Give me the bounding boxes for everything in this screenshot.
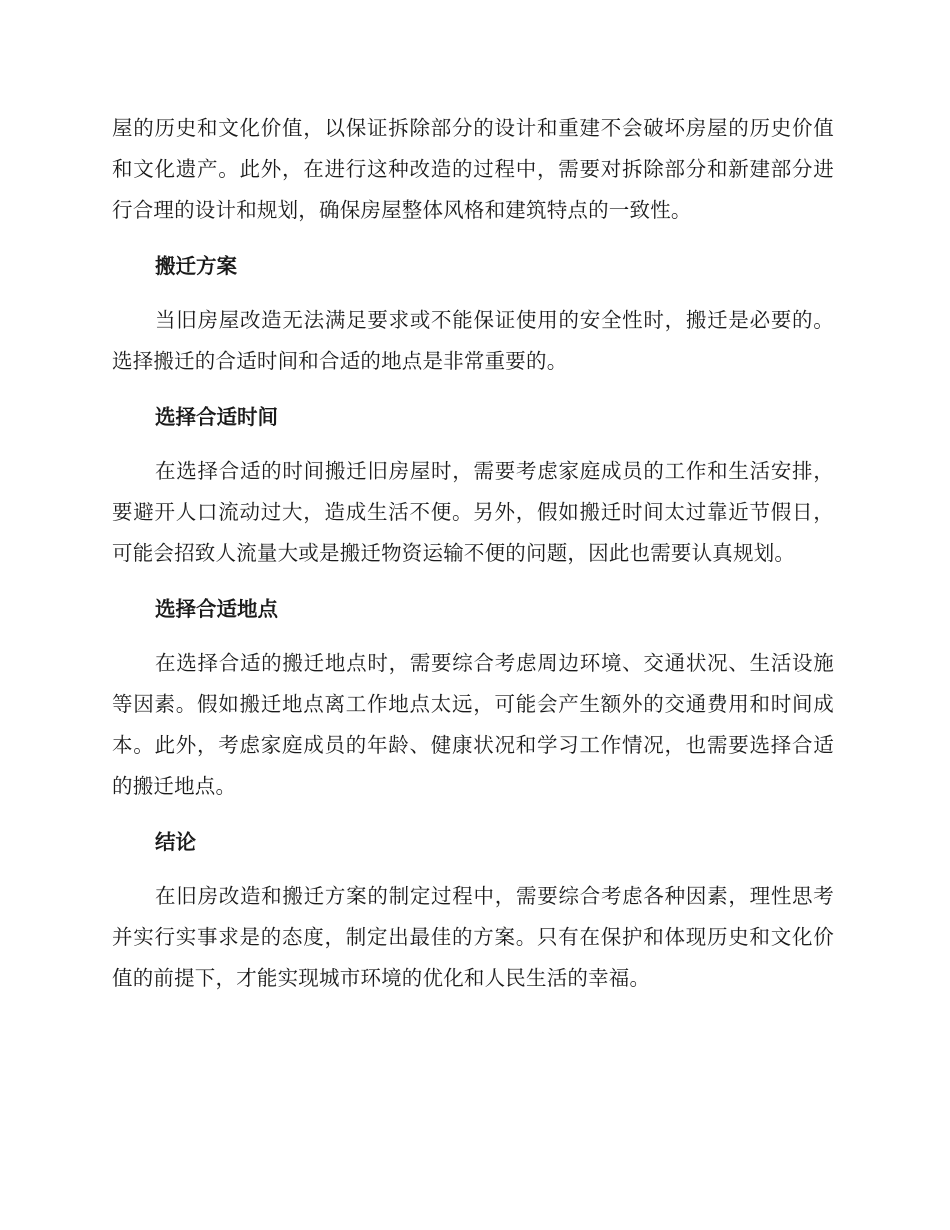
paragraph-relocation-plan: 当旧房屋改造无法满足要求或不能保证使用的安全性时，搬迁是必要的。选择搬迁的合适时间和合适的地点是非常重要的。 — [112, 308, 834, 373]
paragraph-choose-time: 在选择合适的时间搬迁旧房屋时，需要考虑家庭成员的工作和生活安排，要避开人口流动过大，造成生活不便。另外，假如搬迁时间太过靠近节假日，可能会招致人流量大或是搬迁物资运输不便的问题，因此也需要认真规划。 — [112, 459, 834, 565]
document-page — [112, 108, 834, 999]
paragraph-intro-continuation: 屋的历史和文化价值，以保证拆除部分的设计和重建不会破坏房屋的历史价值和文化遗产。此外，在进行这种改造的过程中，需要对拆除部分和新建部分进行合理的设计和规划，确保房屋整体风格和建筑特点的一致性。 — [112, 116, 834, 222]
heading-choose-location: 选择合适地点 — [155, 597, 278, 621]
paragraph-choose-location: 在选择合适的搬迁地点时，需要综合考虑周边环境、交通状况、生活设施等因素。假如搬迁地点离工作地点太远，可能会产生额外的交通费用和时间成本。此外，考虑家庭成员的年龄、健康状况和学习工作情况，也需要选择合适的搬迁地点。 — [112, 651, 834, 798]
heading-choose-time: 选择合适时间 — [155, 405, 278, 429]
heading-relocation-plan: 搬迁方案 — [155, 254, 237, 278]
heading-conclusion: 结论 — [155, 830, 196, 854]
paragraph-conclusion: 在旧房改造和搬迁方案的制定过程中，需要综合考虑各种因素，理性思考并实行实事求是的态度，制定出最佳的方案。只有在保护和体现历史和文化价值的前提下，才能实现城市环境的优化和人民生活的幸福。 — [112, 884, 834, 990]
